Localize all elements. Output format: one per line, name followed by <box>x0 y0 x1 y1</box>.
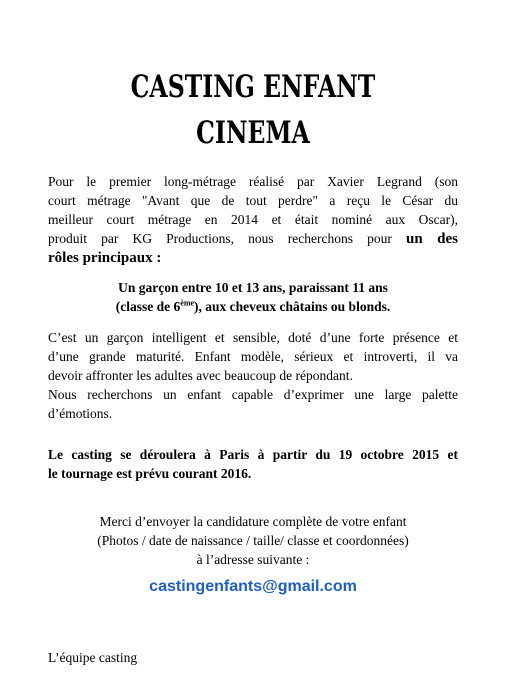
application-line-1: Merci d’envoyer la candidature complète de votre enfant <box>99 514 407 529</box>
role-line-1: Un garçon entre 10 et 13 ans, paraissant 11 ans <box>118 280 388 295</box>
description-line-4: Nous recherchons un enfant capable d’exprimer une large palette <box>48 387 458 402</box>
intro-line-4 <box>48 229 458 249</box>
description-line-3: devoir affronter les adultes avec beaucoup de répondant. <box>48 368 353 383</box>
role-description <box>48 278 458 316</box>
description-line-2: d’une grande maturité. Enfant modèle, sérieux et introverti, il va <box>48 349 458 364</box>
contact-email-link[interactable]: castingenfants@gmail.com <box>149 578 357 595</box>
intro-line-4-text: produit par KG Productions, nous recherchons pour <box>48 231 392 246</box>
intro-line-3: meilleur court métrage en 2014 et était nominé aux Oscar), <box>48 212 458 227</box>
description-line-5: d’émotions. <box>48 406 113 421</box>
casting-info-line-2: le tournage est prévu courant 2016. <box>48 466 252 481</box>
document-title-line2: CINEMA <box>196 115 310 151</box>
casting-info-paragraph <box>48 445 458 483</box>
intro-line-2: court métrage "Avant que de tout perdre" a reçu le César du <box>48 193 458 208</box>
application-line-2: (Photos / date de naissance / taille/ classe et coordonnées) <box>97 533 409 548</box>
description-line-1: C’est un garçon intelligent et sensible, doté d’une forte présence et <box>48 330 458 345</box>
intro-line-4-bold: un des <box>405 231 459 247</box>
document-title-line1: CASTING ENFANT <box>130 69 376 105</box>
application-line-3: à l’adresse suivante : <box>196 552 310 567</box>
role-line-2-sup: ème <box>180 298 195 308</box>
application-paragraph <box>48 512 458 569</box>
role-line-2-suffix: ), aux cheveux châtains ou blonds. <box>194 299 391 314</box>
description-paragraph <box>48 328 458 423</box>
casting-info-line-1: Le casting se déroulera à Paris à partir du 19 octobre 2015 et <box>48 447 458 462</box>
intro-line-5-bold: rôles principaux : <box>48 250 162 266</box>
signature: L’équipe casting <box>48 650 138 665</box>
role-line-2-prefix: (classe de 6 <box>115 299 181 314</box>
intro-paragraph <box>48 172 458 268</box>
role-line-2 <box>48 297 458 316</box>
intro-line-1: Pour le premier long-métrage réalisé par Xavier Legrand (son <box>48 174 458 189</box>
